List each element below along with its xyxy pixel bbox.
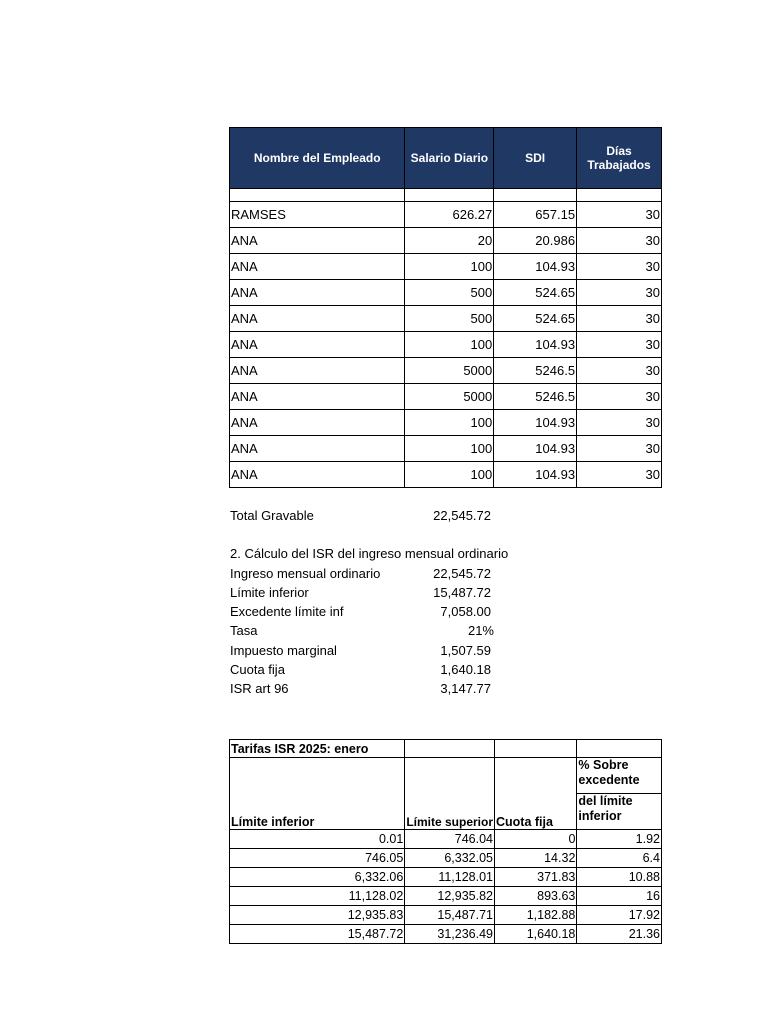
cell-limite-inferior: 6,332.06 xyxy=(230,868,405,887)
tariff-header-pct-limite-inferior: del límite inferior xyxy=(577,794,662,830)
isr-value-cuota-fija: 1,640.18 xyxy=(440,662,491,677)
isr-label-isr-art-96: ISR art 96 xyxy=(230,681,289,696)
cell-limite-inferior: 11,128.02 xyxy=(230,887,405,906)
table-row xyxy=(230,868,662,887)
cell-salario: 500 xyxy=(405,306,494,332)
header-sdi: SDI xyxy=(494,128,577,189)
table-row xyxy=(230,906,662,925)
table-row xyxy=(230,358,662,384)
cell-limite-superior: 12,935.82 xyxy=(405,887,495,906)
total-gravable-label: Total Gravable xyxy=(230,508,314,523)
cell-nombre: ANA xyxy=(230,254,405,280)
cell-sdi: 657.15 xyxy=(494,202,577,228)
cell-salario: 100 xyxy=(405,410,494,436)
table-row xyxy=(230,228,662,254)
cell-pct: 16 xyxy=(577,887,662,906)
cell-salario: 5000 xyxy=(405,384,494,410)
table-row xyxy=(230,306,662,332)
cell-salario: 100 xyxy=(405,462,494,488)
header-dias-trabajados: Días Trabajados xyxy=(577,128,662,189)
cell-sdi: 5246.5 xyxy=(494,358,577,384)
cell-salario: 500 xyxy=(405,280,494,306)
cell-pct: 1.92 xyxy=(577,830,662,849)
spacer-cell xyxy=(405,189,494,202)
cell-dias: 30 xyxy=(577,462,662,488)
table-row xyxy=(230,410,662,436)
cell-salario: 100 xyxy=(405,332,494,358)
table-row xyxy=(230,925,662,944)
cell-dias: 30 xyxy=(577,254,662,280)
cell-nombre: RAMSES xyxy=(230,202,405,228)
cell-nombre: ANA xyxy=(230,358,405,384)
cell-sdi: 104.93 xyxy=(494,436,577,462)
table-row xyxy=(230,254,662,280)
cell-nombre: ANA xyxy=(230,228,405,254)
cell-limite-superior: 11,128.01 xyxy=(405,868,495,887)
cell-sdi: 104.93 xyxy=(494,332,577,358)
cell-dias: 30 xyxy=(577,358,662,384)
cell-sdi: 524.65 xyxy=(494,280,577,306)
cell-nombre: ANA xyxy=(230,384,405,410)
table-row xyxy=(230,849,662,868)
header-salario-diario: Salario Diario xyxy=(405,128,494,189)
isr-calc-title: 2. Cálculo del ISR del ingreso mensual ordinario xyxy=(230,546,509,561)
cell-sdi: 104.93 xyxy=(494,410,577,436)
cell-pct: 17.92 xyxy=(577,906,662,925)
cell-dias: 30 xyxy=(577,436,662,462)
cell-nombre: ANA xyxy=(230,462,405,488)
cell-salario: 100 xyxy=(405,436,494,462)
cell-limite-inferior: 12,935.83 xyxy=(230,906,405,925)
cell-pct: 6.4 xyxy=(577,849,662,868)
cell-sdi: 524.65 xyxy=(494,306,577,332)
empty-cell xyxy=(405,740,495,758)
cell-dias: 30 xyxy=(577,306,662,332)
cell-salario: 20 xyxy=(405,228,494,254)
isr-value-tasa: 21% xyxy=(467,623,494,638)
tariff-header-row-top xyxy=(230,758,662,794)
cell-cuota-fija: 1,182.88 xyxy=(495,906,577,925)
tariff-header-limite-superior: Límite superior xyxy=(405,758,495,830)
cell-nombre: ANA xyxy=(230,410,405,436)
tariff-title-row xyxy=(230,740,662,758)
isr-label-excedente: Excedente límite inf xyxy=(230,604,344,619)
employee-table xyxy=(229,127,662,488)
tariff-title: Tarifas ISR 2025: enero xyxy=(230,740,405,758)
cell-limite-inferior: 746.05 xyxy=(230,849,405,868)
empty-cell xyxy=(577,740,662,758)
table-row xyxy=(230,332,662,358)
isr-value-ingreso: 22,545.72 xyxy=(433,566,491,581)
cell-nombre: ANA xyxy=(230,436,405,462)
table-row xyxy=(230,280,662,306)
table-row xyxy=(230,462,662,488)
cell-dias: 30 xyxy=(577,228,662,254)
cell-limite-superior: 15,487.71 xyxy=(405,906,495,925)
tariff-table xyxy=(229,739,662,944)
isr-label-cuota-fija: Cuota fija xyxy=(230,662,285,677)
cell-sdi: 20.986 xyxy=(494,228,577,254)
table-spacer-row xyxy=(230,189,662,202)
isr-label-ingreso: Ingreso mensual ordinario xyxy=(230,566,381,581)
cell-salario: 100 xyxy=(405,254,494,280)
empty-cell xyxy=(495,740,577,758)
cell-nombre: ANA xyxy=(230,332,405,358)
cell-limite-superior: 31,236.49 xyxy=(405,925,495,944)
cell-salario: 626.27 xyxy=(405,202,494,228)
cell-dias: 30 xyxy=(577,332,662,358)
table-row xyxy=(230,384,662,410)
cell-pct: 21.36 xyxy=(577,925,662,944)
isr-label-limite-inferior: Límite inferior xyxy=(230,585,309,600)
cell-dias: 30 xyxy=(577,384,662,410)
cell-cuota-fija: 371.83 xyxy=(495,868,577,887)
cell-sdi: 104.93 xyxy=(494,254,577,280)
cell-pct: 10.88 xyxy=(577,868,662,887)
cell-dias: 30 xyxy=(577,280,662,306)
table-row xyxy=(230,830,662,849)
header-nombre: Nombre del Empleado xyxy=(230,128,405,189)
cell-salario: 5000 xyxy=(405,358,494,384)
cell-sdi: 104.93 xyxy=(494,462,577,488)
isr-value-excedente: 7,058.00 xyxy=(440,604,491,619)
cell-nombre: ANA xyxy=(230,306,405,332)
cell-cuota-fija: 893.63 xyxy=(495,887,577,906)
isr-value-limite-inferior: 15,487.72 xyxy=(433,585,491,600)
cell-dias: 30 xyxy=(577,202,662,228)
table-row xyxy=(230,436,662,462)
table-row xyxy=(230,202,662,228)
isr-label-impuesto-marginal: Impuesto marginal xyxy=(230,643,337,658)
spacer-cell xyxy=(230,189,405,202)
table-row xyxy=(230,887,662,906)
cell-limite-superior: 6,332.05 xyxy=(405,849,495,868)
cell-cuota-fija: 0 xyxy=(495,830,577,849)
cell-limite-superior: 746.04 xyxy=(405,830,495,849)
employee-table-header xyxy=(230,128,662,189)
cell-dias: 30 xyxy=(577,410,662,436)
tariff-header-cuota-fija: Cuota fija xyxy=(495,758,577,830)
cell-limite-inferior: 0.01 xyxy=(230,830,405,849)
cell-limite-inferior: 15,487.72 xyxy=(230,925,405,944)
total-gravable-value: 22,545.72 xyxy=(433,508,491,523)
cell-cuota-fija: 1,640.18 xyxy=(495,925,577,944)
spacer-cell xyxy=(494,189,577,202)
cell-sdi: 5246.5 xyxy=(494,384,577,410)
cell-cuota-fija: 14.32 xyxy=(495,849,577,868)
isr-label-tasa: Tasa xyxy=(230,623,258,638)
cell-nombre: ANA xyxy=(230,280,405,306)
tariff-header-limite-inferior: Límite inferior xyxy=(230,758,405,830)
spacer-cell xyxy=(577,189,662,202)
tariff-header-pct-sobre-excedente: % Sobre excedente xyxy=(577,758,662,794)
isr-value-impuesto-marginal: 1,507.59 xyxy=(440,643,491,658)
isr-value-isr-art-96: 3,147.77 xyxy=(440,681,491,696)
